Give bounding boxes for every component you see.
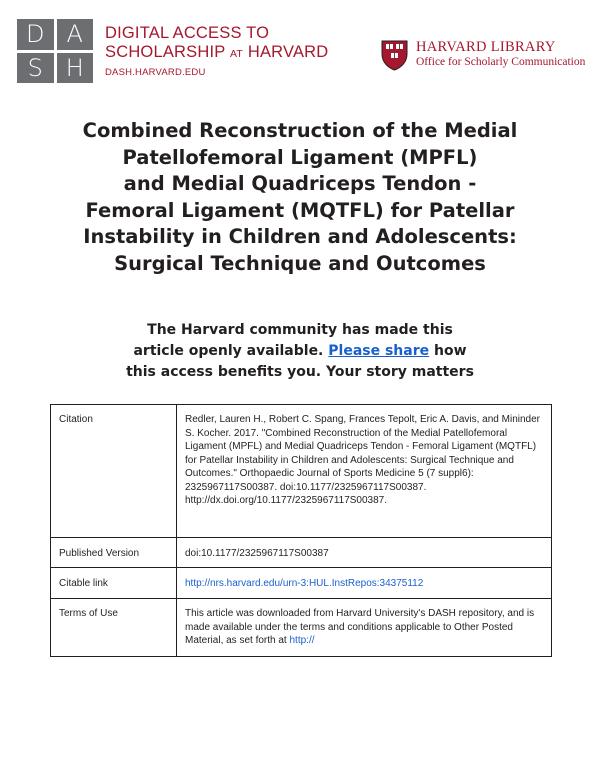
citable-link[interactable]: http://nrs.harvard.edu/urn-3:HUL.InstRepos:34375112 bbox=[185, 578, 424, 589]
harvard-shield-icon bbox=[380, 39, 409, 71]
dash-name-scholarship: SCHOLARSHIP bbox=[105, 43, 226, 61]
harvard-library-name: HARVARD LIBRARY bbox=[416, 39, 556, 55]
title-line: Femoral Ligament (MQTFL) for Patellar bbox=[85, 198, 515, 222]
published-version-label: Published Version bbox=[51, 538, 177, 568]
title-line: and Medial Quadriceps Tendon - bbox=[123, 172, 477, 195]
metadata-table bbox=[50, 404, 552, 657]
citation-label: Citation bbox=[51, 405, 177, 538]
terms-link[interactable]: http:// bbox=[289, 635, 315, 646]
dash-name-harvard: HARVARD bbox=[247, 43, 329, 61]
table-row bbox=[51, 538, 552, 568]
notice-line1: The Harvard community has made this bbox=[147, 322, 453, 338]
citation-value: Redler, Lauren H., Robert C. Spang, Frances Tepolt, Eric A. Davis, and Mininder S. Kocher. 2017. "Combined Reconstruction of the Medial Patellofemoral Ligament (MPFL) and Medial Quadriceps Tendon - Femoral Ligament (MQTFL) for Patellar Instability in Children and Adolescents: Surgical Technique and Outcomes." Orthopaedic Journal of Sports Medicine 5 (7 suppl6): 2325967117S00387. doi:10.1177/2325967117S00387. http://dx.doi.org/10.1177/2325967117S00387. bbox=[177, 405, 552, 538]
dash-logo-letter-h: H bbox=[57, 53, 94, 84]
notice-line2-start: article openly available. bbox=[133, 343, 324, 359]
dash-url[interactable]: DASH.HARVARD.EDU bbox=[105, 67, 206, 78]
terms-of-use-value: This article was downloaded from Harvard University's DASH repository, and is made available under the terms and conditions applicable to Other Posted Material, as set forth at bbox=[185, 608, 535, 646]
notice-line3: this access benefits you. Your story matters bbox=[126, 364, 474, 380]
dash-logo-letter-s: S bbox=[17, 53, 54, 84]
dash-name-at: AT bbox=[229, 48, 244, 60]
terms-of-use-label: Terms of Use bbox=[51, 599, 177, 657]
citable-link-label: Citable link bbox=[51, 568, 177, 599]
harvard-library-wordmark bbox=[416, 40, 585, 69]
title-line: Instability in Children and Adolescents: bbox=[83, 225, 517, 248]
table-row bbox=[51, 405, 552, 538]
title-line: Combined Reconstruction of the Medial bbox=[82, 119, 518, 142]
article-title bbox=[40, 118, 560, 277]
open-access-notice bbox=[80, 320, 520, 383]
table-row bbox=[51, 599, 552, 657]
please-share-link[interactable]: Please share bbox=[328, 343, 430, 359]
dash-name-line1: DIGITAL ACCESS TO bbox=[105, 24, 270, 42]
dash-wordmark bbox=[105, 24, 328, 80]
published-version-value: doi:10.1177/2325967117S00387 bbox=[177, 538, 552, 568]
notice-line2-end: how bbox=[434, 343, 467, 359]
title-line: Surgical Technique and Outcomes bbox=[114, 251, 486, 275]
title-line: Patellofemoral Ligament (MPFL) bbox=[122, 145, 478, 169]
harvard-library-subtitle: Office for Scholarly Communication bbox=[416, 56, 586, 68]
dash-logo-letter-d: D bbox=[17, 19, 54, 50]
table-row bbox=[51, 568, 552, 599]
citable-link-cell bbox=[177, 568, 552, 599]
dash-logo-letter-a: A bbox=[57, 19, 94, 50]
dash-name-line2 bbox=[105, 43, 328, 64]
dash-logo bbox=[17, 19, 93, 83]
terms-of-use-cell bbox=[177, 599, 552, 657]
